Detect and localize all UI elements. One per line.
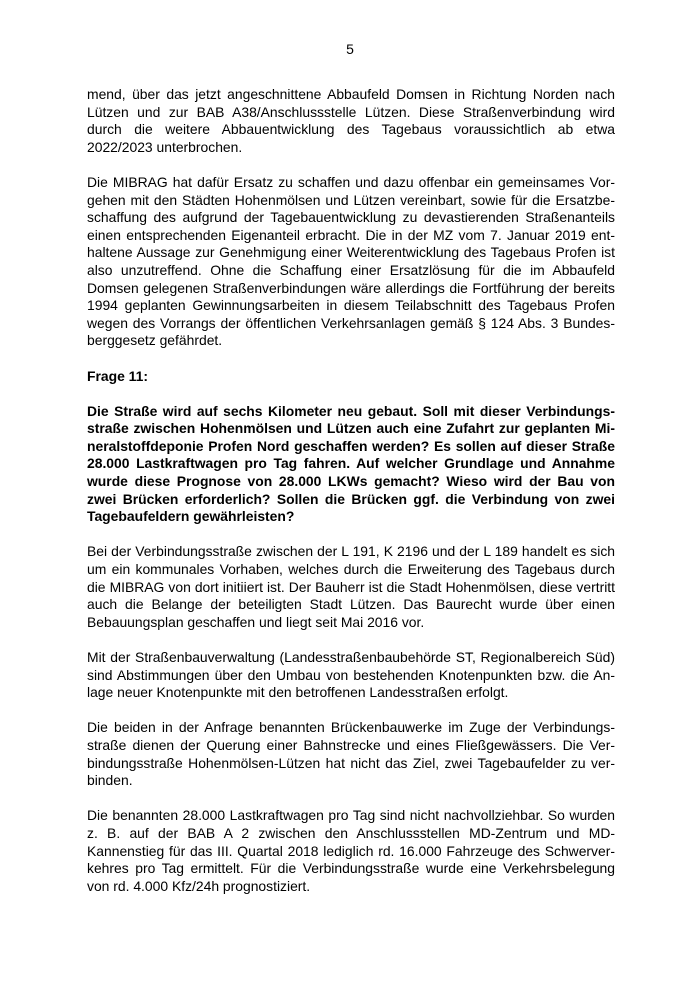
answer-paragraph-2: Mit der Straßenbauverwaltung (Landesstraßenbaubehörde ST, Regionalbereich Süd) sind Abstimmungen über den Umbau von bestehenden Knotenpunkten bzw. die Anlage neuer Knotenpunkte mit den betroffenen Landesstraßen erfolgt. — [87, 649, 615, 701]
answer-paragraph-4: Die benannten 28.000 Lastkraftwagen pro Tag sind nicht nachvollziehbar. So wurden z. B. auf der BAB A 2 zwischen den Anschlussstellen MD-Zentrum und MD-Kannenstieg für das III. Quartal 2018 lediglich rd. 16.000 Fahrzeuge des Schwerverkehres pro Tag ermittelt. Für die Verbindungsstraße wurde eine Verkehrsbelegung von rd. 4.000 Kfz/24h prognostiziert. — [87, 807, 615, 894]
page-number: 5 — [346, 41, 354, 57]
answer-paragraph-3: Die beiden in der Anfrage benannten Brückenbauwerke im Zuge der Verbindungsstraße dienen der Querung einer Bahnstrecke und eines Fließgewässers. Die Verbindungsstraße Hohenmölsen-Lützen hat nicht das Ziel, zwei Tagebaufelder zu verbinden. — [87, 719, 615, 789]
question-block — [87, 368, 615, 526]
answer-paragraph-1: Bei der Verbindungsstraße zwischen der L 191, K 2196 und der L 189 handelt es sich um ein kommunales Vorhaben, welches durch die Erweiterung des Tagebaus durch die MIBRAG von dort initiiert ist. Der Bauherr ist die Stadt Hohenmölsen, diese vertritt auch die Belange der beteiligten Stadt Lützen. Das Baurecht wurde über einen Bebauungsplan geschaffen und liegt seit Mai 2016 vor. — [87, 543, 615, 630]
question-text: Die Straße wird auf sechs Kilometer neu gebaut. Soll mit dieser Verbindungsstraße zwischen Hohenmölsen und Lützen auch eine Zufahrt zur geplanten Mineralstoffdeponie Profen Nord geschaffen werden? Es sollen auf dieser Straße 28.000 Lastkraftwagen pro Tag fahren. Auf welcher Grundlage und Annahme wurde diese Prognose von 28.000 LKWs gemacht? Wieso wird der Bau von zwei Brücken erforderlich? Sollen die Brücken ggf. die Verbindung von zwei Tagebaufeldern gewährleisten? — [87, 402, 615, 525]
document-body — [87, 86, 615, 913]
paragraph-intro-2: Die MIBRAG hat dafür Ersatz zu schaffen und dazu offenbar ein gemeinsames Vorgehen mit den Städten Hohenmölsen und Lützen vereinbart, sowie für die Ersatzbeschaffung des aufgrund der Tagebauentwicklung zu devastierenden Straßenanteils einen entsprechenden Eigenanteil erbracht. Die in der MZ vom 7. Januar 2019 enthaltene Aussage zur Genehmigung einer Weiterentwicklung des Tagebaus Profen ist also unzutreffend. Ohne die Schaffung einer Ersatzlösung für die im Abbaufeld Domsen gelegenen Straßenverbindungen wäre allerdings die Fortführung der bereits 1994 geplanten Gewinnungsarbeiten in diesem Teilabschnitt des Tagebaus Profen wegen des Vorrangs der öffentlichen Verkehrsanlagen gemäß § 124 Abs. 3 Bundesberggesetz gefährdet. — [87, 173, 615, 349]
paragraph-intro-1: mend, über das jetzt angeschnittene Abbaufeld Domsen in Richtung Norden nach Lützen und zur BAB A38/Anschlussstelle Lützen. Diese Straßenverbindung wird durch die weitere Abbauentwicklung des Tagebaus voraussichtlich ab etwa 2022/2023 unterbrochen. — [87, 86, 615, 155]
question-label: Frage 11: — [87, 367, 148, 384]
